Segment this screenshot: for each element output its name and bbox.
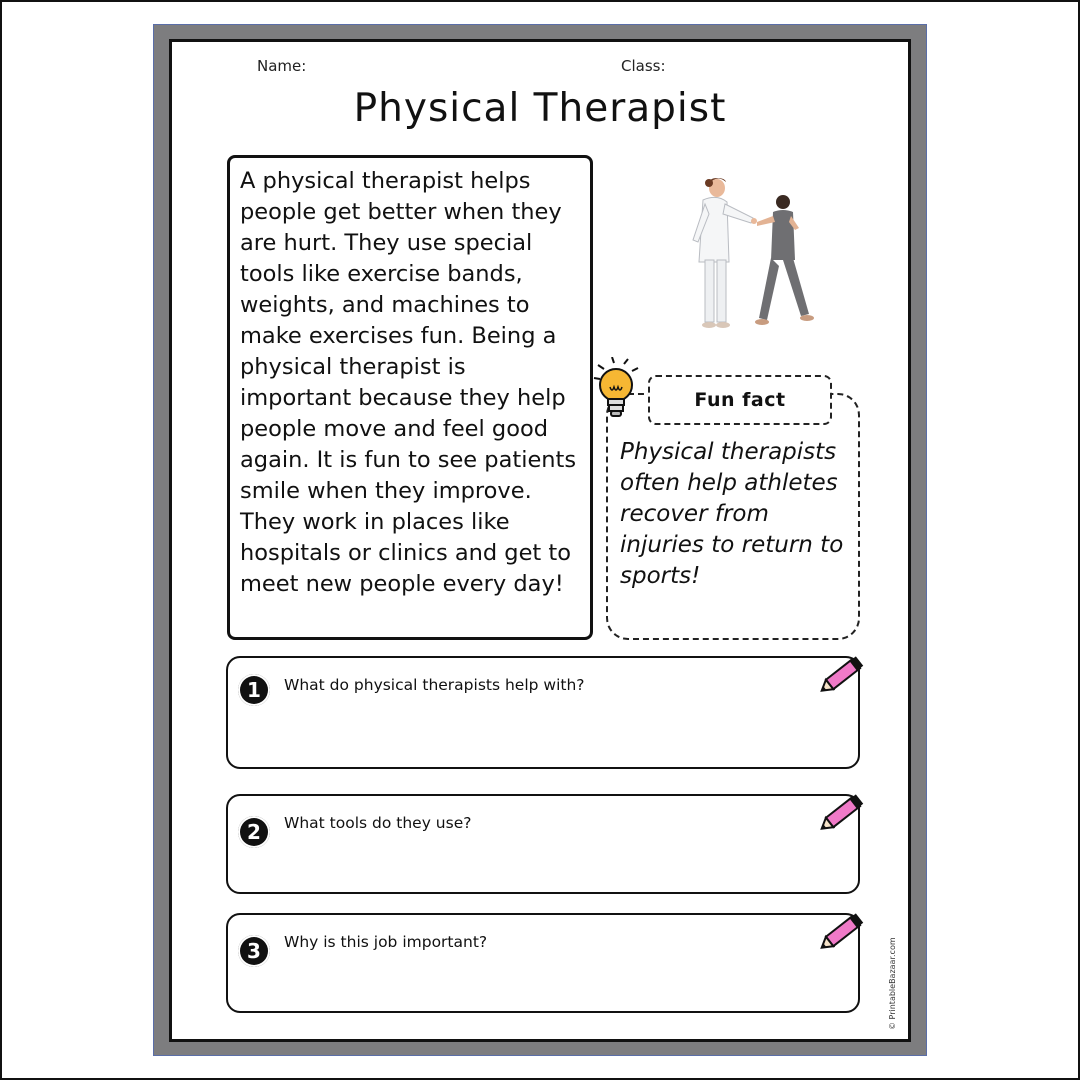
fun-fact-line: recover from [620,501,769,527]
fun-fact-box [606,393,860,640]
patient-figure [755,195,814,325]
reading-line: weights, and machines to [240,292,530,318]
reading-line: make exercises fun. Being a [240,323,557,349]
reading-line: A physical therapist helps [240,168,531,194]
question-number-badge: 2 [238,816,270,848]
question-number-badge: 1 [238,674,270,706]
reading-line: people get better when they [240,199,562,225]
question-text: Why is this job important? [284,933,488,951]
fun-fact-label: Fun fact [648,375,832,425]
name-label: Name: [257,57,307,75]
reading-line: again. It is fun to see patients [240,447,577,473]
pencil-icon [816,788,870,836]
pencil-icon [816,650,870,698]
therapist-figure [693,178,757,328]
reading-passage-box [227,155,593,640]
reading-line: They work in places like [240,509,510,535]
fun-fact-line: injuries to return to [620,532,844,558]
reading-line: people move and feel good [240,416,549,442]
question-box-1[interactable] [226,656,860,769]
copyright-credit: © PrintableBazaar.com [888,937,897,1030]
class-label: Class: [621,57,666,75]
fun-fact-line: sports! [620,563,701,589]
reading-line: are hurt. They use special [240,230,533,256]
reading-passage [240,166,582,600]
page-title: Physical Therapist [353,86,727,131]
pencil-icon [816,907,870,955]
question-number-badge: 3 [238,935,270,967]
fun-fact-line: often help athletes [620,470,838,496]
question-text: What tools do they use? [284,814,472,832]
reading-line: tools like exercise bands, [240,261,523,287]
reading-line: meet new people every day! [240,571,564,597]
reading-line: important because they help [240,385,566,411]
fun-fact-text [620,437,846,592]
lightbulb-icon [592,357,644,423]
question-box-2[interactable] [226,794,860,894]
question-box-3[interactable] [226,913,860,1013]
reading-line: smile when they improve. [240,478,532,504]
reading-line: physical therapist is [240,354,466,380]
reading-line: hospitals or clinics and get to [240,540,571,566]
question-text: What do physical therapists help with? [284,676,585,694]
fun-fact-line: Physical therapists [620,439,837,465]
therapist-illustration [665,170,845,350]
